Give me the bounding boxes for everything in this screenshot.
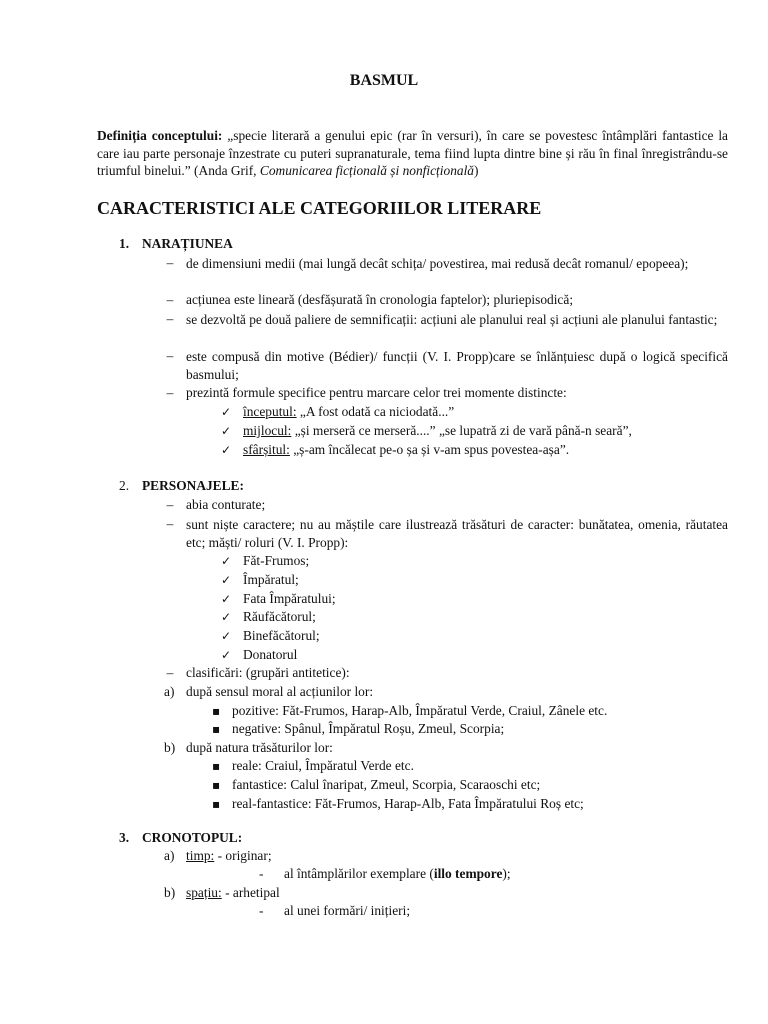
hyphen-bullet: - [259,903,264,918]
role-item: Binefăcătorul; [243,628,320,643]
class-item: real-fantastice: Făt-Frumos, Harap-Alb, Fata Împăratului Roș etc; [232,796,584,811]
chronotope-space-detail: al unei formări/ inițieri; [284,903,411,918]
formula-text: „A fost odată ca niciodată...” [296,404,455,419]
detail-bold: illo tempore [433,866,503,881]
list-item: sunt niște caractere; nu au măștile care ilustrează trăsături de caracter: bunătatea, omenia, răutatea etc; măști/ roluri (V. I. Propp): [186,517,728,550]
square-bullet-icon [212,758,220,774]
formula-item [243,404,454,420]
dash-bullet: – [166,385,174,400]
check-icon [221,553,231,569]
definition-text: „specie literară a genului epic (rar în versuri), în care se povestesc întâmplări fantastice la care iau parte personaje înzestrate cu puteri supranaturale, tema fiind lupta dintre bine și rău în final înregistrându-se triumful binelui.” (Anda Grif, [97,128,728,179]
section-3-title: CRONOTOPUL: [142,830,243,845]
page-title: BASMUL [349,72,419,89]
time-label: timp: [186,848,215,863]
formula-label: mijlocul: [243,423,292,438]
formula-item [243,442,569,458]
definition-paragraph [97,127,728,180]
section-heading: CARACTERISTICI ALE CATEGORIILOR LITERARE [97,198,542,218]
formula-text: „ș-am încălecat pe-o șa și v-am spus povestea-așa”. [289,442,570,457]
space-value: - arhetipal [221,885,280,900]
class-item: pozitive: Făt-Frumos, Harap-Alb, Împăratul Verde, Craiul, Zânele etc. [232,703,608,718]
list-item: se dezvoltă pe două paliere de semnificații: acțiuni ale planului real și acțiuni ale planului fantastic; [186,312,718,327]
check-icon [221,423,231,439]
class-item: reale: Craiul, Împăratul Verde etc. [232,758,414,773]
square-bullet-icon [212,777,220,793]
class-item: negative: Spânul, Împăratul Roșu, Zmeul, Scorpia; [232,721,505,736]
dash-bullet: – [166,255,174,270]
chronotope-time-detail [284,866,511,882]
section-1-number: 1. [119,236,130,251]
check-icon [221,572,231,588]
square-bullet-icon [212,796,220,812]
list-item: este compusă din motive (Bédier)/ funcții (V. I. Propp)care se înlănțuiesc după o logică specifică basmului; [186,349,728,382]
chronotope-space [186,885,280,901]
dash-bullet: – [166,516,174,531]
chronotope-time [186,848,272,864]
role-item: Răufăcătorul; [243,609,316,624]
sublist-marker: b) [164,740,176,755]
space-label: spațiu: [186,885,222,900]
check-icon [221,609,231,625]
sublist-heading: după sensul moral al acțiunilor lor: [186,684,374,699]
dash-bullet: – [166,292,174,307]
definition-work: Comunicarea ficțională și nonficțională [259,163,475,179]
formula-text: „și merseră ce merseră....” „se lupatră zi de vară până-n seară”, [291,423,632,438]
role-item: Făt-Frumos; [243,553,310,568]
dash-bullet: – [166,665,174,680]
sublist-marker: a) [164,684,175,699]
list-item: abia conturate; [186,497,266,512]
time-value: - originar; [214,848,272,863]
dash-bullet: – [166,311,174,326]
list-item: acțiunea este lineară (desfășurată în cronologia faptelor); pluriepisodică; [186,292,574,307]
role-item: Fata Împăratului; [243,591,336,606]
check-icon [221,647,231,663]
square-bullet-icon [212,703,220,719]
check-icon [221,404,231,420]
check-icon [221,628,231,644]
check-icon [221,442,231,458]
role-item: Împăratul; [243,572,299,587]
list-item: clasificări: (grupări antitetice): [186,665,350,680]
section-1-title: NARAȚIUNEA [142,236,233,251]
check-icon [221,591,231,607]
list-item: de dimensiuni medii (mai lungă decât schița/ povestirea, mai redusă decât romanul/ epopeea); [186,256,689,271]
class-item: fantastice: Calul înaripat, Zmeul, Scorpia, Scaraoschi etc; [232,777,541,792]
role-item: Donatorul [243,647,298,662]
sublist-heading: după natura trăsăturilor lor: [186,740,333,755]
list-item: prezintă formule specifice pentru marcare celor trei momente distincte: [186,385,567,400]
section-2-number: 2. [119,478,130,493]
section-3-number: 3. [119,830,130,845]
dash-bullet: – [166,348,174,363]
dash-bullet: – [166,497,174,512]
detail-text: al întâmplărilor exemplare ( [284,866,434,881]
hyphen-bullet: - [259,866,264,881]
formula-item [243,423,632,439]
formula-label: sfârșitul: [243,442,290,457]
section-2-title: PERSONAJELE: [142,478,244,493]
definition-label: Definiția conceptului: [97,128,223,143]
formula-label: începutul: [243,404,297,419]
definition-close: ) [474,163,479,179]
detail-text-end: ); [502,866,511,881]
sublist-marker: a) [164,848,175,863]
square-bullet-icon [212,721,220,737]
sublist-marker: b) [164,885,176,900]
